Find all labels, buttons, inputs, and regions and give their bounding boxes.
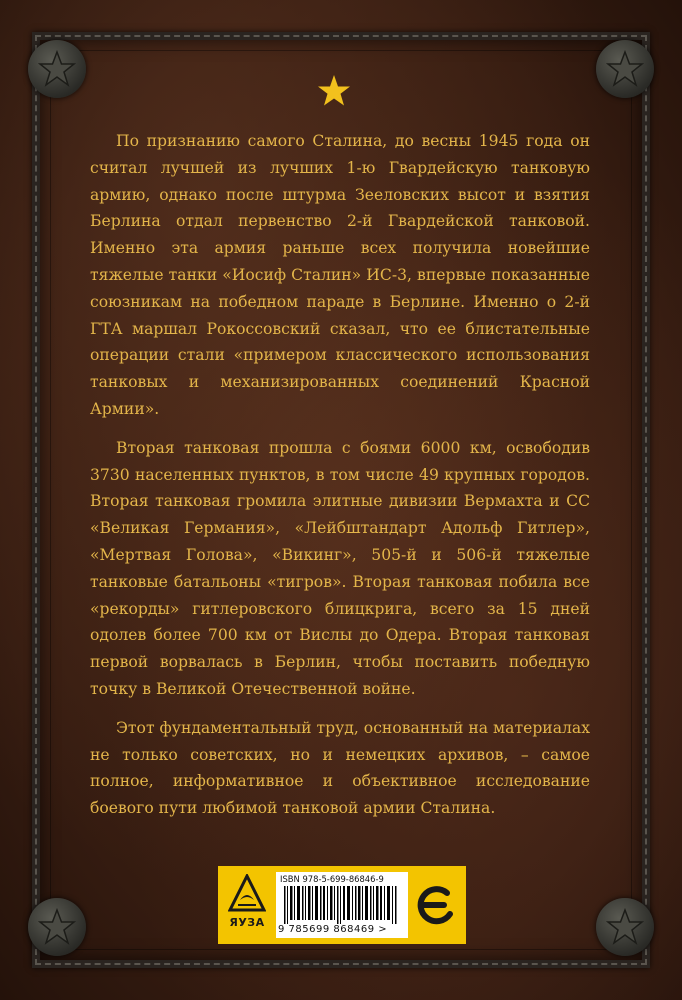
isbn-block (276, 872, 408, 938)
paragraph-1: По признанию самого Сталина, до весны 1945 года он считал лучшей из лучших 1-ю Гвардейскую танковую армию, однако после штурма Зееловских высот и взятия Берлина отдал первенство 2-й Гвардейской танковой. Именно эта армия раньше всех получила новейшие тяжелые танки «Иосиф Сталин» ИС-3, впервые показанные союзникам на победном параде в Берлине. Именно о 2-й ГТА маршал Рокоссовский сказал, что ее блистательные операции стали «примером классического использования танковых и механизированных соединений Красной Армии». (90, 132, 590, 418)
paragraph-3: Этот фундаментальный труд, основанный на материалах не только советских, но и немецких архивов, – самое полное, информативное и объективное исследование боевого пути любимой танковой армии Сталина. (90, 718, 590, 818)
yauza-logo (224, 874, 270, 936)
barcode-digits: 9 785699 868469 > (278, 924, 388, 935)
logo-text: ЯУЗА (229, 916, 265, 929)
isbn-label: ISBN 978-5-699-86846-9 (280, 874, 384, 884)
paragraph-2: Вторая танковая прошла с боями 6000 км, освободив 3730 населенных пунктов, в том числе 49 крупных городов. Вторая танковая громила элитные дивизии Вермахта и СС «Великая Германия», «Лейбштандарт Адольф Гитлер», «Мертвая Голова», «Викинг», 505-й и 506-й тяжелые танковые батальоны «тигров». Вторая танковая побила все «рекорды» гитлеровского блицкрига, всего за 15 дней одолев более 700 км от Вислы до Одера. Вторая танковая первой ворвалась в Берлин, чтобы поставить победную точку в Великой Отечественной войне. (90, 438, 590, 698)
barcode-icon (284, 886, 398, 924)
corner-star-icon (596, 898, 654, 956)
corner-star-icon (596, 40, 654, 98)
publisher-badge (218, 866, 466, 944)
annotation-text (90, 128, 590, 834)
star-icon (317, 74, 351, 108)
corner-star-icon (28, 898, 86, 956)
eksmo-logo-icon (416, 882, 458, 928)
yauza-logo-icon (228, 874, 266, 914)
corner-star-icon (28, 40, 86, 98)
